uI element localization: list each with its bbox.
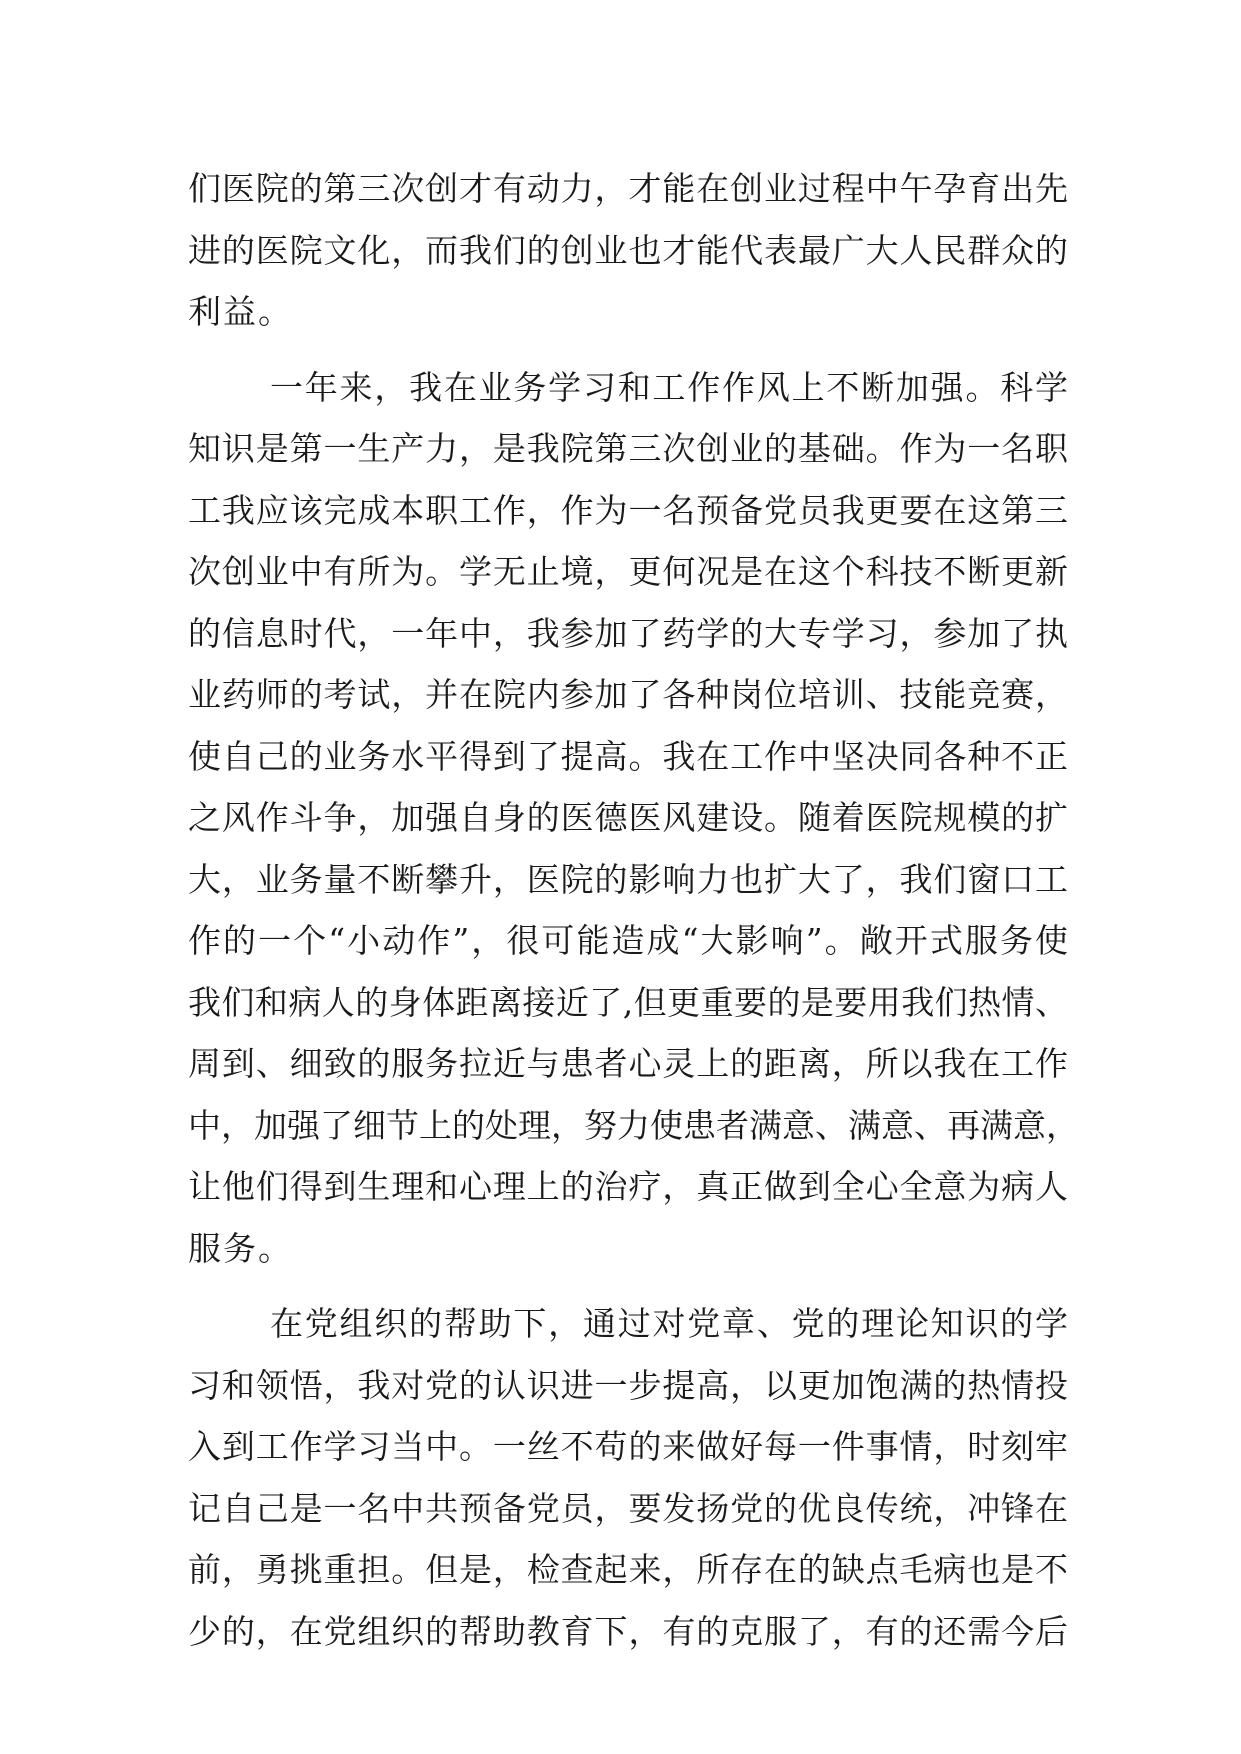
text-line: 使自己的业务水平得到了提高。我在工作中坚决同各种不正 bbox=[188, 736, 1068, 776]
text-line: 我们和病人的身体距离接近了,但更重要的是要用我们热情、 bbox=[188, 982, 1068, 1022]
text-line: 进的医院文化，而我们的创业也才能代表最广大人民群众的 bbox=[188, 230, 1068, 270]
text-line: 之风作斗争，加强自身的医德医风建设。随着医院规模的扩 bbox=[188, 798, 1068, 837]
text-line: 利益。 bbox=[188, 292, 293, 331]
paragraph-1 bbox=[188, 158, 1068, 343]
text-line: 记自己是一名中共预备党员，要发扬党的优良传统，冲锋在 bbox=[188, 1488, 1068, 1528]
text-line: 工我应该完成本职工作，作为一名预备党员我更要在这第三 bbox=[188, 490, 1068, 530]
text-line: 知识是第一生产力，是我院第三次创业的基础。作为一名职 bbox=[188, 429, 1068, 468]
text-line: 入到工作学习当中。一丝不苟的来做好每一件事情，时刻牢 bbox=[188, 1427, 1068, 1466]
text-line: 周到、细致的服务拉近与患者心灵上的距离，所以我在工作 bbox=[188, 1044, 1068, 1083]
text-line: 前，勇挑重担。但是，检查起来，所存在的缺点毛病也是不 bbox=[188, 1550, 1068, 1589]
text-line: 在党组织的帮助下，通过对党章、党的理论知识的学 bbox=[270, 1304, 1068, 1343]
text-line: 大，业务量不断攀升，医院的影响力也扩大了，我们窗口工 bbox=[188, 859, 1068, 899]
text-line: 的信息时代，一年中，我参加了药学的大专学习，参加了执 bbox=[188, 613, 1068, 653]
text-line: 让他们得到生理和心理上的治疗，真正做到全心全意为病人 bbox=[188, 1167, 1068, 1206]
text-line: 少的，在党组织的帮助教育下，有的克服了，有的还需今后 bbox=[188, 1611, 1068, 1651]
text-line: 一年来，我在业务学习和工作作风上不断加强。科学 bbox=[270, 367, 1068, 407]
text-line: 作的一个“小动作”，很可能造成“大影响”。敞开式服务使 bbox=[188, 921, 1068, 960]
paragraph-2 bbox=[188, 357, 1079, 1280]
text-line: 次创业中有所为。学无止境，更何况是在这个科技不断更新 bbox=[188, 552, 1068, 591]
text-line: 服务。 bbox=[188, 1228, 293, 1268]
text-line: 习和领悟，我对党的认识进一步提高，以更加饱满的热情投 bbox=[188, 1365, 1068, 1405]
paragraph-spacing bbox=[188, 1279, 1068, 1293]
paragraph-spacing bbox=[188, 343, 1068, 357]
text-line: 中，加强了细节上的处理，努力使患者满意、满意、再满意， bbox=[188, 1105, 1079, 1145]
document-body bbox=[188, 158, 1079, 1662]
text-line: 业药师的考试，并在院内参加了各种岗位培训、技能竞赛， bbox=[188, 675, 1068, 714]
paragraph-3 bbox=[188, 1293, 1068, 1662]
text-line: 们医院的第三次创才有动力，才能在创业过程中午孕育出先 bbox=[188, 169, 1068, 208]
